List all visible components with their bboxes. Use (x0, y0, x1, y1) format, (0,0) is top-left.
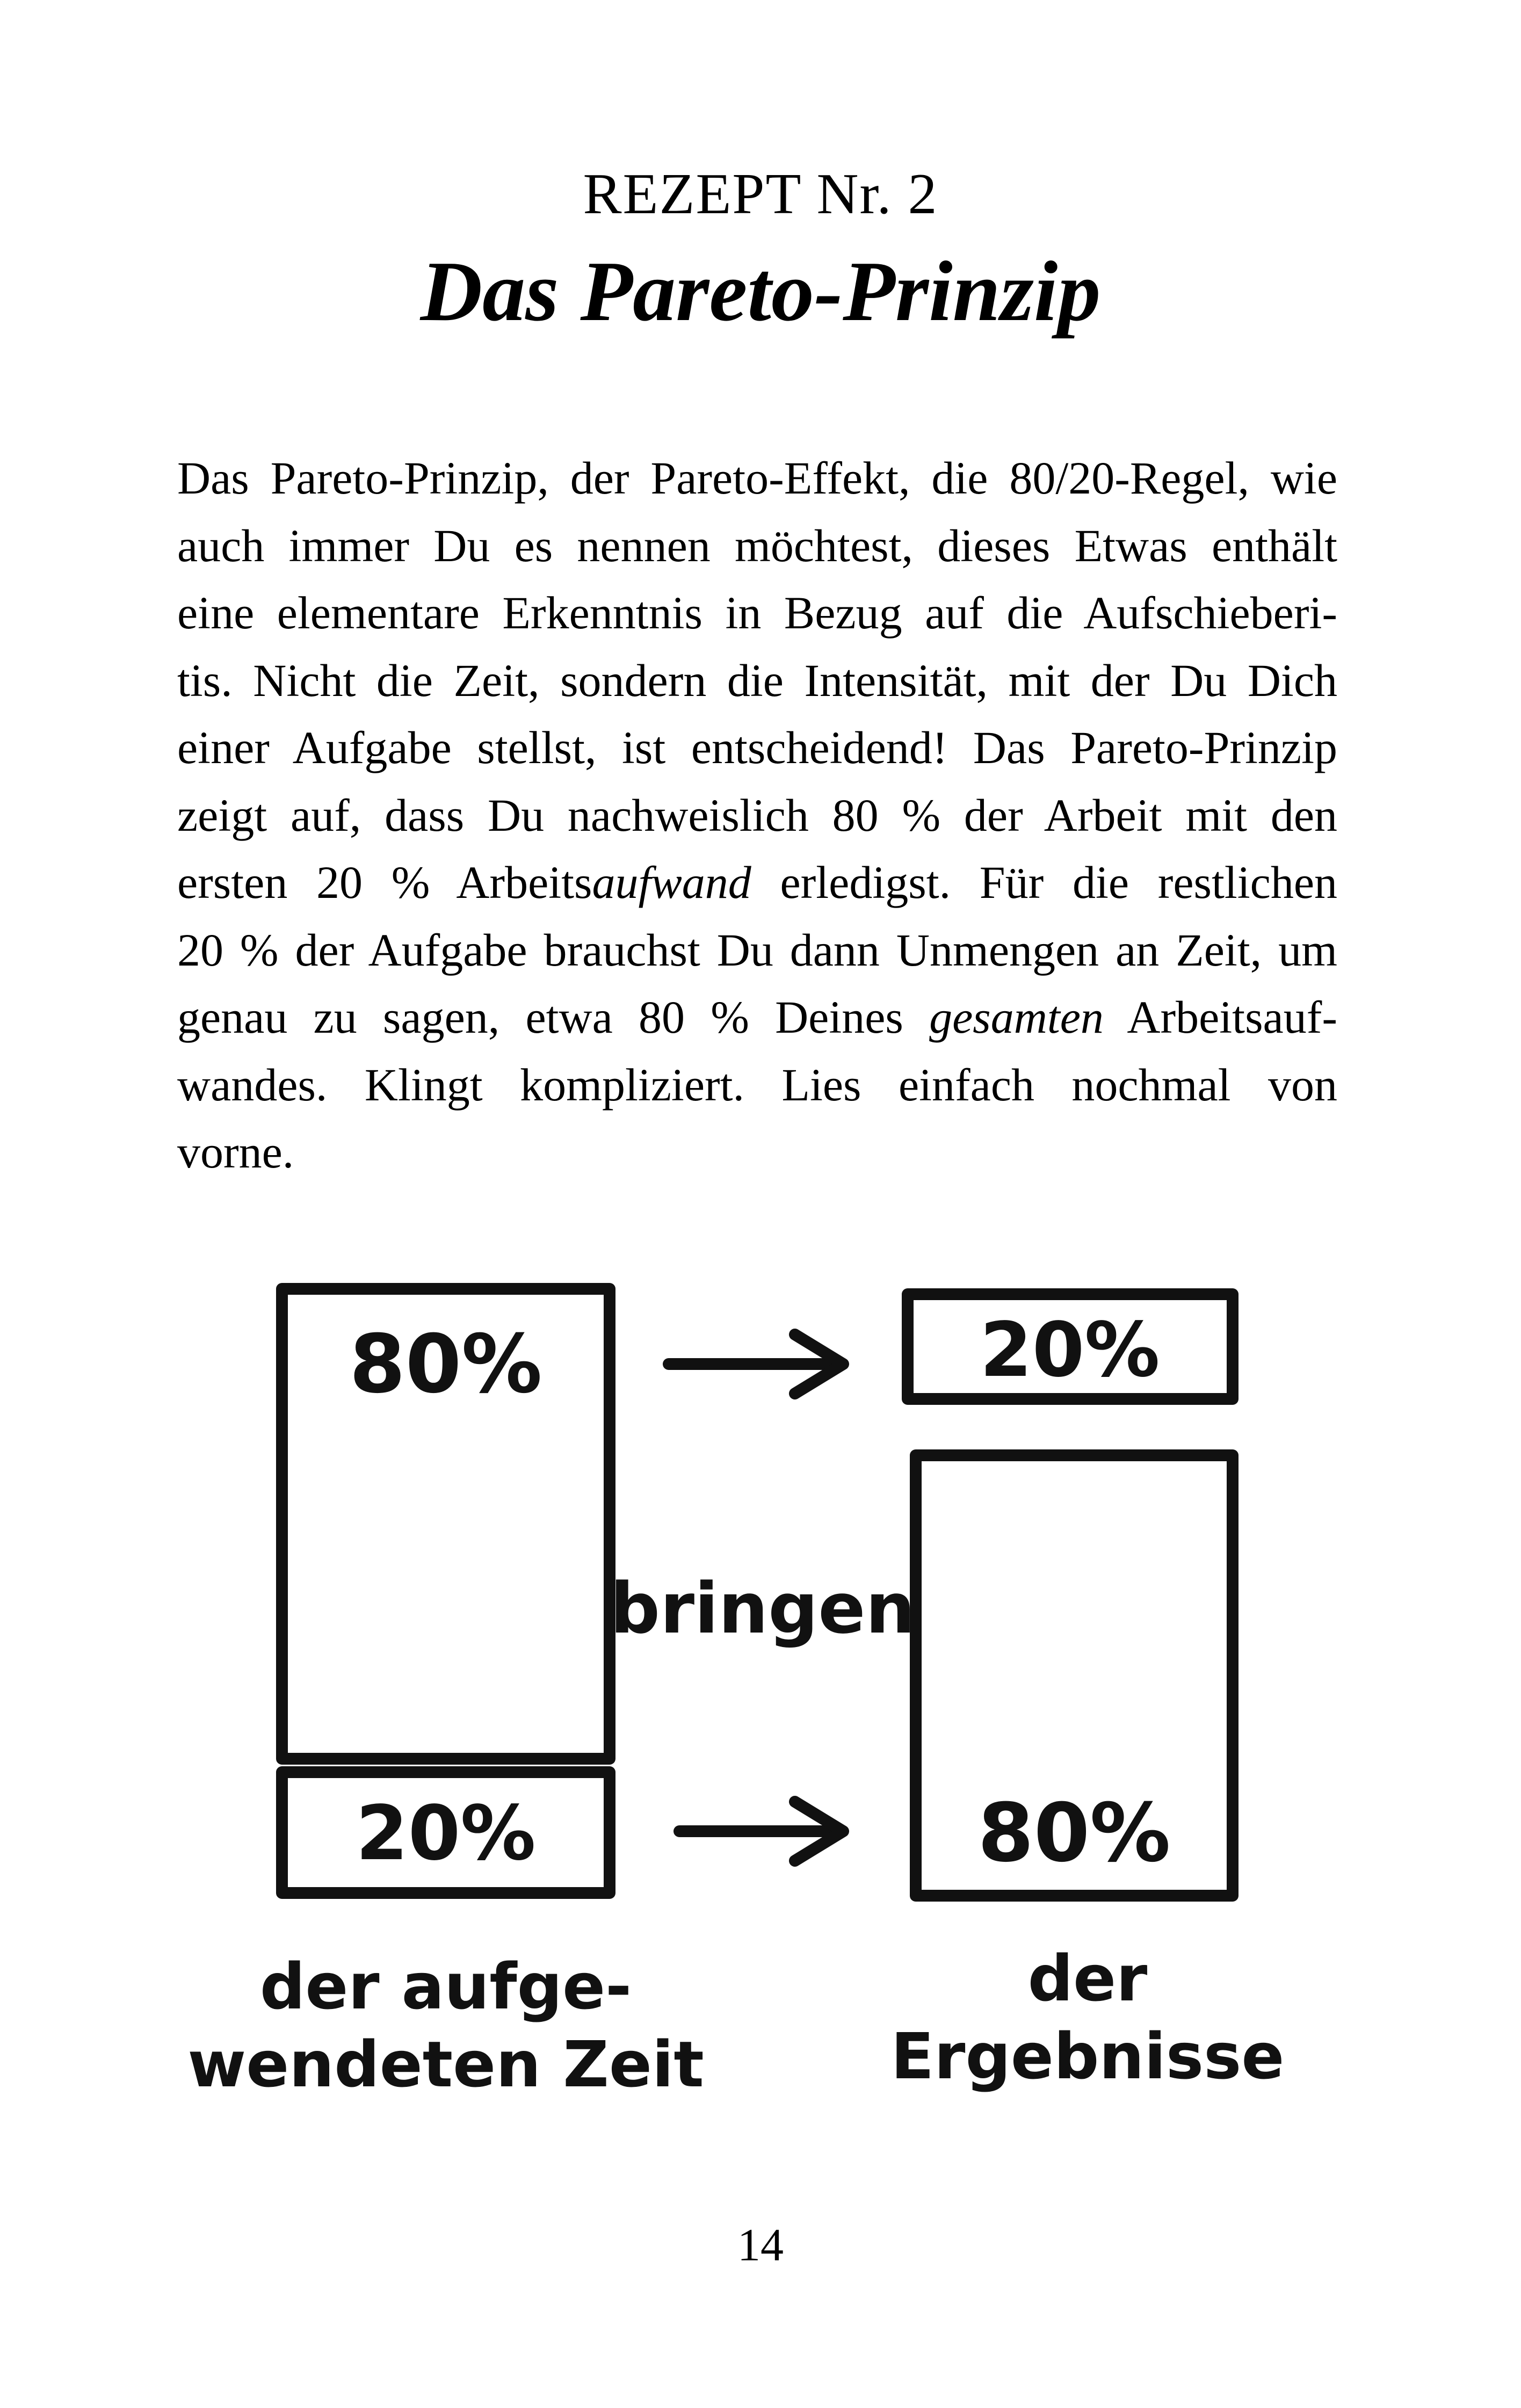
left-top-percent: 80% (349, 1318, 542, 1411)
right-caption-line1: der (1027, 1941, 1148, 2015)
body-line: Das Pareto-Prinzip, der Pareto-Effekt, die 80/20-Regel, wie (177, 452, 1337, 504)
left-bottom-percent: 20% (356, 1790, 536, 1877)
body-line: 20 % der Aufgabe brauchst Du dann Unmengen an Zeit, um (177, 924, 1337, 976)
body-line: auch immer Du es nennen möchtest, dieses Etwas enthält (177, 519, 1337, 571)
pareto-diagram (0, 1235, 1521, 2148)
right-caption-line2: Ergebnisse (890, 2019, 1285, 2093)
body-line: zeigt auf, dass Du nachweislich 80 % der Arbeit mit den (177, 789, 1337, 841)
body-line: genau zu sagen, etwa 80 % Deines gesamten Arbeitsauf- (177, 991, 1337, 1043)
recipe-number: REZEPT Nr. 2 (583, 162, 938, 226)
body-line: ersten 20 % Arbeitsaufwand erledigst. Für die restlichen (177, 857, 1338, 908)
chapter-title: Das Pareto-Prinzip (420, 243, 1101, 339)
right-bottom-percent: 80% (977, 1787, 1171, 1880)
middle-label: bringen (610, 1568, 916, 1649)
body-line: tis. Nicht die Zeit, sondern die Intensität, mit der Du Dich (177, 654, 1337, 706)
page-number: 14 (737, 2219, 784, 2271)
body-line: vorne. (177, 1126, 294, 1178)
left-caption-line2: wendeten Zeit (187, 2027, 704, 2101)
right-top-percent: 20% (980, 1307, 1160, 1394)
body-line: eine elementare Erkenntnis in Bezug auf die Aufschieberi- (177, 587, 1337, 639)
left-caption-line1: der aufge- (259, 1949, 632, 2023)
body-line: einer Aufgabe stellst, ist entscheidend! Das Pareto-Prinzip (177, 722, 1337, 773)
body-paragraph (177, 445, 1337, 1186)
body-line: wandes. Klingt kompliziert. Lies einfach nochmal von (177, 1058, 1337, 1111)
arrow-bottom-icon (679, 1802, 843, 1861)
arrow-top-icon (669, 1334, 843, 1394)
